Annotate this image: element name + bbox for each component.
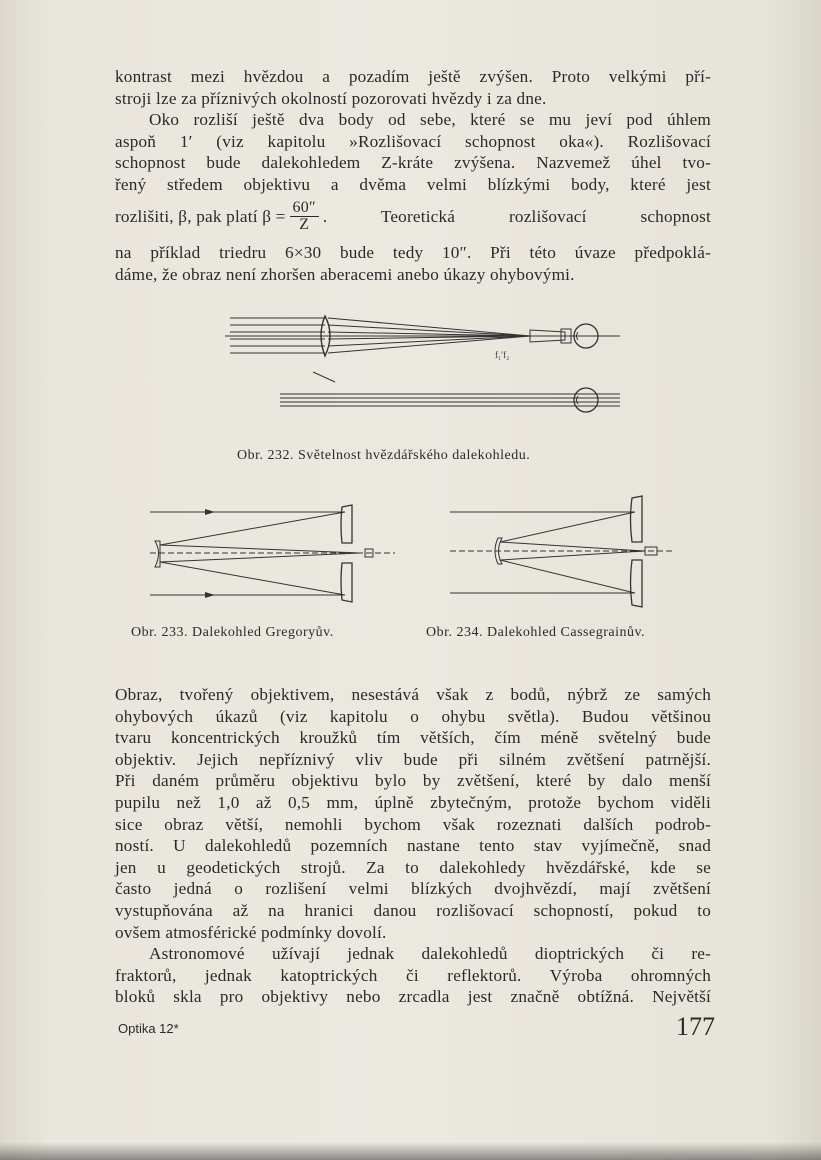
- bottom-paragraph-1: [115, 684, 711, 1008]
- formula-prefix: rozlišiti, β, pak platí β =: [115, 206, 286, 226]
- text-line: pupilu než 1,0 až 0,5 mm, úplně zbytečným, protože bychom viděli: [115, 792, 711, 812]
- text-line: jen u geodetických strojů. Za to dalekohledy hvězdářské, kde se: [115, 857, 711, 877]
- text-line: sice obraz větší, nemohli bychom však rozeznati dalších podrob-: [115, 814, 711, 834]
- figure-234-caption: Obr. 234. Dalekohled Cassegrainův.: [426, 625, 646, 640]
- page-edge-shadow: [0, 1142, 821, 1160]
- text-line: vystupňována až na hranici danou rozlišovací schopností, pokud to: [115, 900, 711, 920]
- text-line: stroji lze za příznivých okolností pozorovati hvězdy i za dne.: [115, 88, 547, 108]
- formula-suffix: . Teoretická rozlišovací schopnost: [322, 206, 711, 226]
- figure-232-caption: Obr. 232. Světelnost hvězdářského dalekohledu.: [237, 448, 531, 463]
- text-line: ovšem atmosférické podmínky dovolí.: [115, 922, 387, 942]
- text-line: řený středem objektivu a dvěma velmi blízkými body, které jest: [115, 174, 711, 194]
- figure-232-label: f₁′f₂: [495, 350, 510, 360]
- text-line: Obraz, tvořený objektivem, nesestává však z bodů, nýbrž ze samých: [115, 685, 711, 704]
- figure-232-diagram: [225, 310, 625, 420]
- text-line: bloků skla pro objektivy nebo zrcadla jest značně obtížná. Největší: [115, 987, 711, 1007]
- text-line: Oko rozliší ještě dva body od sebe, které se mu jeví pod úhlem: [149, 110, 711, 130]
- text-line: dáme, že obraz není zhoršen aberacemi anebo úkazy ohybovými.: [115, 264, 575, 284]
- text-line: často jedná o rozlišení velmi blízkých dvojhvězdí, mají zvětšení: [115, 879, 711, 899]
- formula-fraction: [290, 200, 319, 233]
- arrow-icon: [205, 592, 215, 598]
- printer-signature: Optika 12*: [118, 1021, 179, 1036]
- text-line: ností. U dalekohledů pozemních nastane tento stav vyjímečně, snad: [115, 836, 711, 856]
- text-line: fraktorů, jednak katoptrických či reflektorů. Výroba ohromných: [115, 965, 711, 985]
- arrow-icon: [205, 509, 215, 515]
- figure-233-diagram: [140, 495, 405, 610]
- text-line: kontrast mezi hvězdou a pozadím ještě zvýšen. Proto velkými pří-: [115, 67, 711, 86]
- top-paragraph: [115, 66, 711, 196]
- text-line: na příklad triedru 6×30 bude tedy 10″. Při této úvaze předpoklá-: [115, 243, 711, 262]
- top-paragraph-end: [115, 242, 711, 285]
- text-line: schopnost bude dalekohledem Z-kráte zvýšena. Nazvemež úhel tvo-: [115, 153, 711, 173]
- text-line: Astronomové užívají jednak dalekohledů dioptrických či re-: [149, 944, 711, 964]
- formula-denominator: Z: [299, 216, 310, 233]
- text-line: Při daném průměru objektivu bylo by zvětšení, které by dalo menší: [115, 771, 711, 791]
- text-line: ohybových úkazů (viz kapitolu o ohybu světla). Budou většinou: [115, 706, 711, 726]
- figure-234-diagram: [445, 490, 680, 610]
- text-line: tvaru koncentrických kroužků tím větších, čím méně světelný bude: [115, 728, 711, 748]
- formula-line: [115, 200, 711, 233]
- text-line: objektiv. Jejich nepříznivý vliv bude při silném zvětšení patrnější.: [115, 749, 711, 769]
- text-line: aspoň 1′ (viz kapitolu »Rozlišovací schopnost oka«). Rozlišovací: [115, 131, 711, 151]
- formula-numerator: 60″: [290, 200, 319, 217]
- figure-233-caption: Obr. 233. Dalekohled Gregoryův.: [131, 625, 334, 640]
- page-number: 177: [676, 1012, 715, 1041]
